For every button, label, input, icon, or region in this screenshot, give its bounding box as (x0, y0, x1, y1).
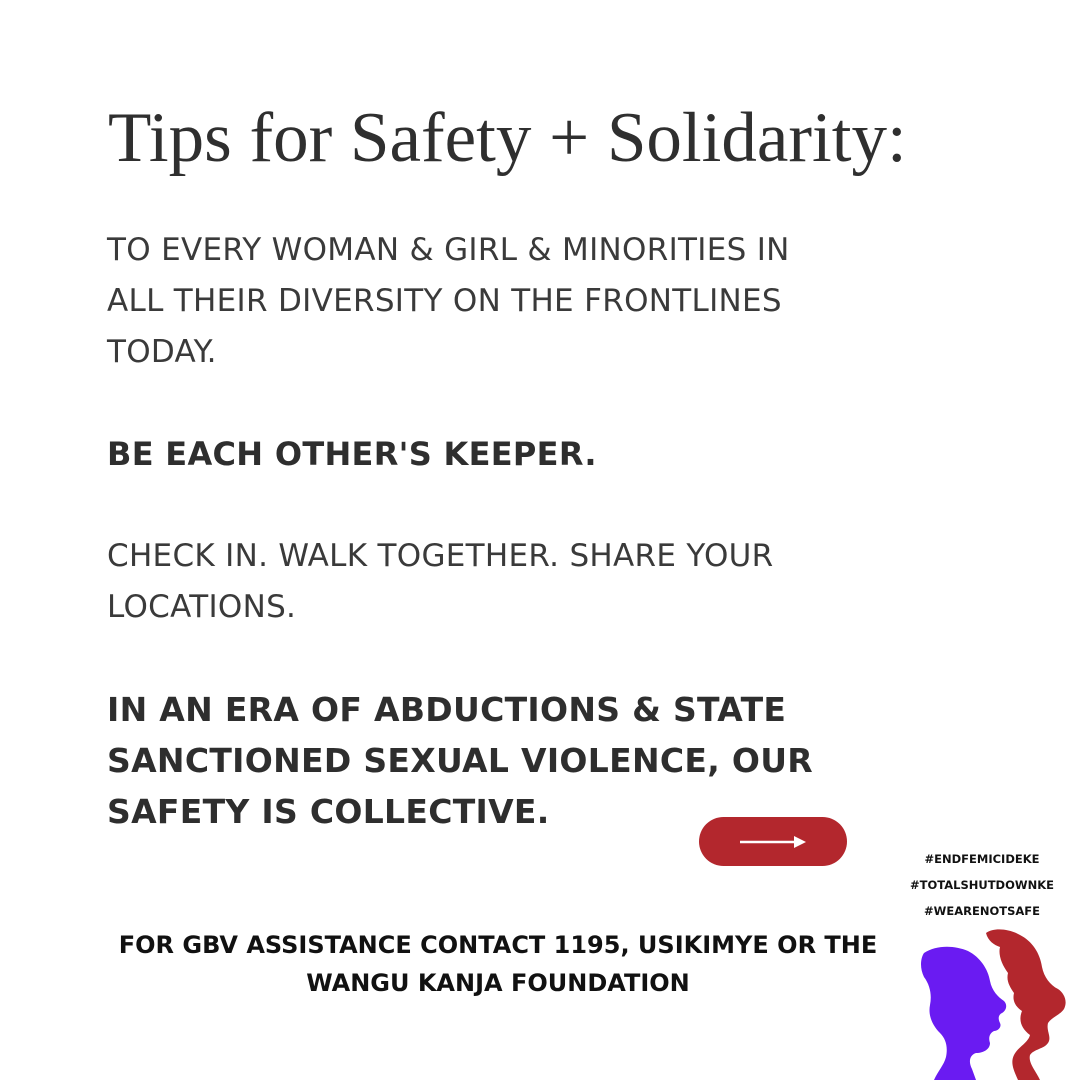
next-button[interactable] (699, 817, 847, 866)
collective-safety-text: IN AN ERA OF ABDUCTIONS & STATE SANCTIONED SEXUAL VIOLENCE, OUR SAFETY IS COLLECTIVE. (107, 690, 814, 831)
dedication-text: TO EVERY WOMAN & GIRL & MINORITIES IN ALL THEIR DIVERSITY ON THE FRONTLINES TODAY. (107, 232, 790, 370)
page-title: Tips for Safety + Solidarity: (108, 99, 907, 177)
purple-profile-icon (921, 947, 1006, 1080)
arrow-right-icon (738, 834, 808, 850)
gbv-contact-text: FOR GBV ASSISTANCE CONTACT 1195, USIKIMYE OR THE WANGU KANJA FOUNDATION (118, 931, 878, 997)
hashtag: #WEARENOTSAFE (924, 904, 1040, 918)
hashtag: #TOTALSHUTDOWNKE (910, 878, 1054, 892)
women-silhouettes-logo (918, 925, 1078, 1080)
hashtag: #ENDFEMICIDEKE (924, 852, 1040, 866)
keeper-heading: BE EACH OTHER'S KEEPER. (107, 435, 597, 473)
hashtag-list (906, 848, 1058, 926)
check-in-text: CHECK IN. WALK TOGETHER. SHARE YOUR LOCATIONS. (107, 538, 774, 625)
